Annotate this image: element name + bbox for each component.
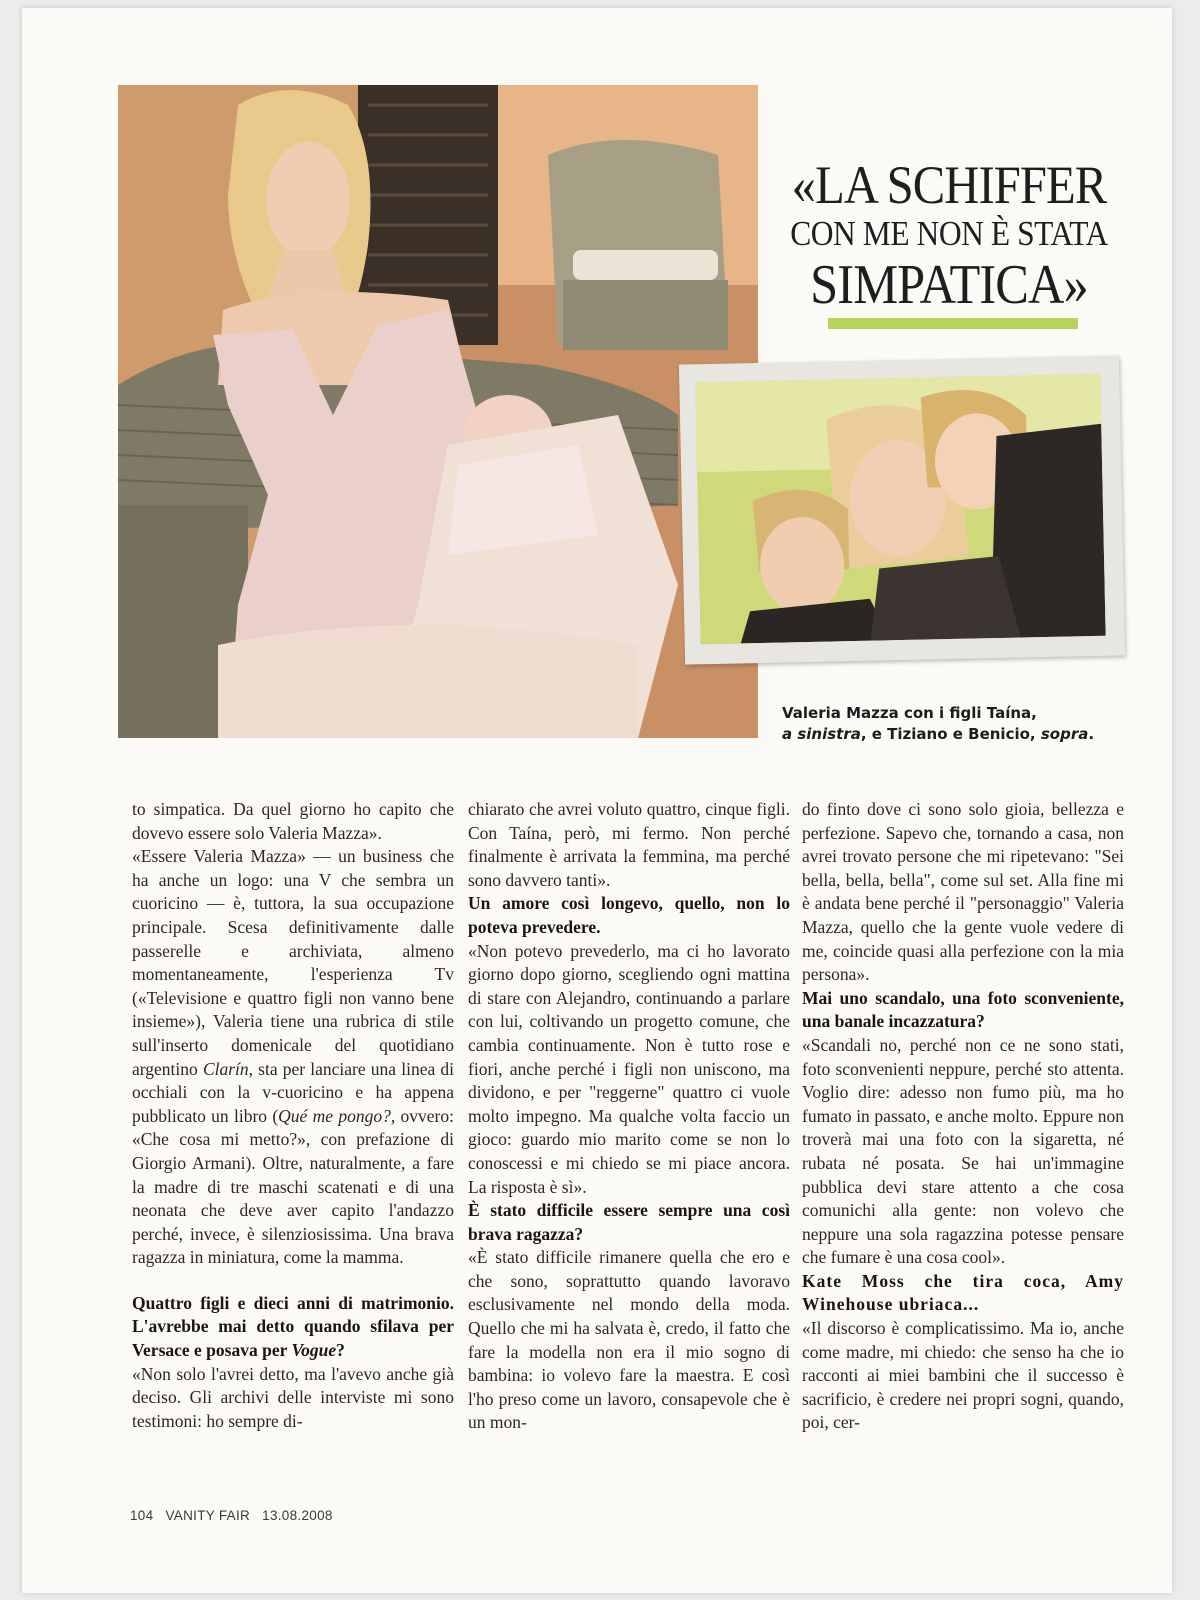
interview-question [132,1292,454,1363]
issue-date: 13.08.2008 [262,1508,333,1523]
inset-photo-frame [679,355,1125,664]
caption-text-1: Valeria Mazza con i figli Taína, [782,704,1037,722]
caption-text-3: , e Tiziano e Benicio, [860,725,1041,743]
page-footer [130,1508,341,1523]
paragraph-italic: Qué me pongo? [278,1105,391,1126]
paragraph [132,845,454,1270]
inset-photo-mother-with-sons [695,374,1105,644]
text-column-3 [802,798,1124,1435]
headline-line-1: «LA SCHIFFER [791,155,1107,215]
headline-line-2: CON ME NON È STATA [790,214,1108,253]
interview-question: Un amore così longevo, quello, non lo poteva prevedere. [468,893,790,937]
main-photo-mother-with-baby [118,85,758,738]
magazine-page [22,8,1172,1593]
paragraph: «Non potevo prevederlo, ma ci ho lavorato giorno dopo giorno, scegliendo ogni mattina di stare con Alejandro, continuando a parlare con lui, coltivando un progetto comune, che cambia continuamente. Non è tutto rose e fiori, anche perché i figli non uniscono, ma dividono, e per "reggerne" quattro ci vuole molto impegno. Ma qualche volta faccio un gioco: guardo mio marito come se non lo conoscessi e mi chiedo se mi piace ancora. La risposta è sì». [468,940,790,1197]
interview-question: Kate Moss che tira coca, Amy Winehouse ubriaca... [802,1270,1124,1315]
paragraph-text: «Essere Valeria Mazza» — un business che ha anche un logo: una V che sembra un cuoricino — è, tuttora, la sua occupazione principale. Scesa definitivamente dalle passerelle e archiviata, almeno momentaneamente, l'esperienza Tv («Televisione e quattro figli non vanno bene insieme»), Valeria tiene una rubrica di stile sull'inserto domenicale del quotidiano argentino [132,846,454,1079]
interview-question: Mai uno scandalo, una foto sconveniente, una banale incazzatura? [802,987,1124,1032]
paragraph-text: , sta per lanciare una linea di occhiali con la v-cuoricino e ha appena pubblicato un libro ( [132,1058,454,1126]
headline-line-3: SIMPATICA» [810,254,1088,316]
page-number: 104 [130,1508,154,1523]
paragraph: do finto dove ci sono solo gioia, bellezza e perfezione. Sapevo che, tornando a casa, non avrei trovato persone che mi ripetevano: "Sei bella, bella, bella", come sul set. Alla fine mi è andata bene perché il "personaggio" Valeria Mazza, quello che la gente vuole vedere di me, coincide quasi alla perfezione con la mia persona». [802,799,1124,985]
paragraph: «Non solo l'avrei detto, ma l'avevo anche già deciso. Gli archivi delle interviste mi sono testimoni: ho sempre di- [132,1363,454,1431]
caption-text-2: a sinistra [782,725,861,743]
caption-text-5: . [1088,725,1095,743]
question-italic: Vogue [291,1340,337,1361]
accent-bar [828,318,1078,329]
question-text: Quattro figli e dieci anni di matrimonio. L'avrebbe mai detto quando sfilava per Versace e posava per [132,1292,454,1361]
paragraph-italic: Clarín [202,1058,249,1079]
photo-caption [782,703,1142,745]
paragraph: to simpatica. Da quel giorno ho capito che dovevo essere solo Valeria Mazza». [132,799,454,843]
inset-photo-illustration [695,374,1105,644]
paragraph: «Scandali no, perché non ce ne sono stati, foto sconvenienti neppure, perché sto attenta. Voglio dire: adesso non fumo più, ma ho fumato in passato, e anche molto. Eppure non troverà mai una foto con la sigaretta, né rubata né posata. Se hai un'immagine pubblica devi stare attento a che cosa comunichi alla gente: non volevo che neppure una sola ragazzina potesse pensare che fumare è una cosa cool». [802,1034,1124,1268]
interview-question: È stato difficile essere sempre una così brava ragazza? [468,1200,790,1244]
paragraph-text: , ovvero: «Che cosa mi metto?», con prefazione di Giorgio Armani). Oltre, naturalmente, a fare la madre di tre maschi scatenati e di una neonata che deve aver capito l'andazzo perché, invece, è silenziosissima. Una brava ragazza in miniatura, come la mamma. [132,1105,454,1268]
magazine-name: VANITY FAIR [165,1508,251,1523]
article-headline [764,155,1134,316]
main-photo-illustration [118,85,758,738]
paragraph: «È stato difficile rimanere quella che ero e che sono, soprattutto quando lavoravo esclusivamente nel mondo della moda. Quello che mi ha salvata è, credo, il fatto che fare la modella non era il mio sogno di bambina: io volevo fare la maestra. E così l'ho preso come un lavoro, consapevole che è un mon- [468,1247,790,1433]
question-text: ? [336,1340,345,1361]
text-column-1 [132,798,454,1433]
caption-text-4: sopra [1040,725,1089,743]
paragraph: chiarato che avrei voluto quattro, cinque figli. Con Taína, però, mi fermo. Non perché finalmente è arrivata la femmina, ma perché sono davvero tanti». [468,799,790,890]
text-column-2 [468,798,790,1435]
paragraph: «Il discorso è complicatissimo. Ma io, anche come madre, mi chiedo: che senso ha che io racconti ai miei bambini che il successo è sacrificio, è credere nei propri sogni, quando, poi, cer- [802,1318,1124,1433]
